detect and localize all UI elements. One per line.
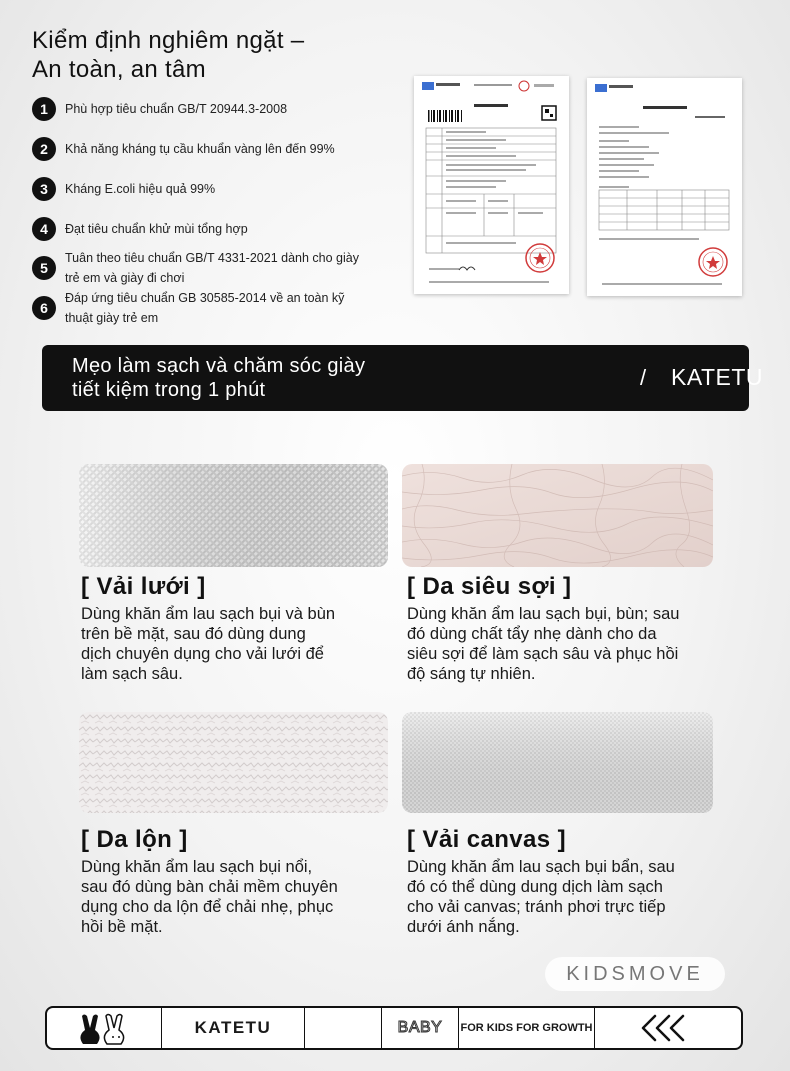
description-line: làm sạch sâu. bbox=[81, 665, 183, 683]
material-heading-canvas: [ Vải canvas ] bbox=[407, 826, 567, 853]
description-line: Dùng khăn ẩm lau sạch bụi và bùn bbox=[81, 605, 336, 623]
standard-text: Đạt tiêu chuẩn khử mùi tổng hợp bbox=[65, 222, 248, 236]
material-description-canvas bbox=[407, 857, 727, 937]
banner-brand: KATETU bbox=[671, 364, 764, 390]
suede-texture-image bbox=[79, 712, 388, 813]
banner-slash: / bbox=[640, 365, 647, 390]
description-line: cho vải canvas; tránh phơi trực tiếp bbox=[407, 898, 666, 916]
material-heading-suede: [ Da lộn ] bbox=[81, 826, 188, 853]
description-line: dưới ánh nắng. bbox=[407, 918, 520, 936]
description-line: độ sáng tự nhiên. bbox=[407, 665, 536, 683]
standard-text: Kháng E.coli hiệu quả 99% bbox=[65, 182, 216, 196]
test-report-document bbox=[414, 76, 569, 294]
suede-texture bbox=[79, 712, 388, 813]
footer-chevrons-cell bbox=[595, 1008, 741, 1048]
standard-number: 6 bbox=[32, 296, 56, 320]
material-description-suede bbox=[81, 857, 401, 937]
description-line: Dùng khăn ẩm lau sạch bụi, bùn; sau bbox=[407, 605, 680, 623]
standard-item bbox=[32, 177, 395, 201]
material-description-mesh bbox=[81, 604, 401, 684]
standard-number: 3 bbox=[32, 177, 56, 201]
microfiber-texture-image bbox=[402, 464, 713, 567]
care-tips-banner bbox=[42, 345, 764, 411]
standard-item bbox=[32, 248, 395, 288]
standard-text: Đáp ứng tiêu chuẩn GB 30585-2014 về an toàn kỹ bbox=[65, 291, 345, 305]
canvas-texture-image bbox=[402, 712, 713, 813]
standard-item bbox=[32, 217, 395, 241]
standard-item bbox=[32, 288, 395, 328]
description-line: sau đó dùng bàn chải mềm chuyên bbox=[81, 878, 338, 896]
description-line: dịch chuyên dụng cho vải lưới để bbox=[81, 645, 324, 663]
footer-logo-cell bbox=[47, 1008, 162, 1048]
description-line: Dùng khăn ẩm lau sạch bụi nổi, bbox=[81, 858, 313, 876]
title-line-1: Kiểm định nghiêm ngặt – bbox=[32, 27, 305, 54]
kidsmove-watermark: KIDSMOVE bbox=[545, 957, 725, 991]
standard-number: 5 bbox=[32, 256, 56, 280]
title-line-2: An toàn, an tâm bbox=[32, 56, 206, 83]
description-line: hồi bề mặt. bbox=[81, 918, 163, 936]
description-line: trên bề mặt, sau đó dùng dung bbox=[81, 625, 306, 643]
footer-brand-bar bbox=[45, 1006, 743, 1050]
material-description-microfiber bbox=[407, 604, 727, 684]
standard-text: Tuân theo tiêu chuẩn GB/T 4331-2021 dành cho giày bbox=[65, 251, 359, 265]
bunny-icon bbox=[73, 1010, 135, 1046]
banner-title-line-2: tiết kiệm trong 1 phút bbox=[72, 379, 266, 401]
description-line: dụng cho da lộn để chải nhẹ, phục bbox=[81, 898, 334, 916]
standard-number: 1 bbox=[32, 97, 56, 121]
standard-text: trẻ em và giày đi chơi bbox=[65, 271, 185, 285]
banner-title-line-1: Mẹo làm sạch và chăm sóc giày bbox=[72, 355, 366, 377]
mesh-fabric-texture bbox=[79, 464, 388, 567]
description-line: đó có thể dùng dung dịch làm sạch bbox=[407, 878, 663, 896]
microfiber-leather-texture bbox=[402, 464, 713, 567]
standard-number: 4 bbox=[32, 217, 56, 241]
test-report-appendix-image bbox=[587, 78, 742, 296]
test-report-image bbox=[414, 76, 569, 294]
page-title bbox=[32, 26, 304, 84]
description-line: Dùng khăn ẩm lau sạch bụi bẩn, sau bbox=[407, 858, 675, 876]
standard-item bbox=[32, 97, 395, 121]
banner-title bbox=[72, 354, 365, 402]
standard-number: 2 bbox=[32, 137, 56, 161]
standard-text: thuật giày trẻ em bbox=[65, 311, 159, 325]
mesh-texture-image bbox=[79, 464, 388, 567]
standard-text: Khả năng kháng tụ cầu khuẩn vàng lên đến 99% bbox=[65, 142, 335, 156]
standard-text: Phù hợp tiêu chuẩn GB/T 20944.3-2008 bbox=[65, 102, 288, 116]
canvas-fabric-texture bbox=[402, 712, 713, 813]
footer-baby-label: BABY bbox=[382, 1008, 459, 1048]
standard-item bbox=[32, 137, 395, 161]
material-heading-mesh: [ Vải lưới ] bbox=[81, 573, 206, 600]
material-heading-microfiber: [ Da siêu sợi ] bbox=[407, 573, 572, 600]
footer-blank-cell bbox=[305, 1008, 382, 1048]
test-report-appendix-document bbox=[587, 78, 742, 296]
description-line: đó dùng chất tẩy nhẹ dành cho da bbox=[407, 625, 657, 643]
chevrons-icon bbox=[637, 1012, 699, 1044]
footer-brand-name: KATETU bbox=[162, 1008, 305, 1048]
footer-tagline: FOR KIDS FOR GROWTH bbox=[459, 1008, 595, 1048]
description-line: siêu sợi để làm sạch sâu và phục hồi bbox=[407, 645, 679, 663]
